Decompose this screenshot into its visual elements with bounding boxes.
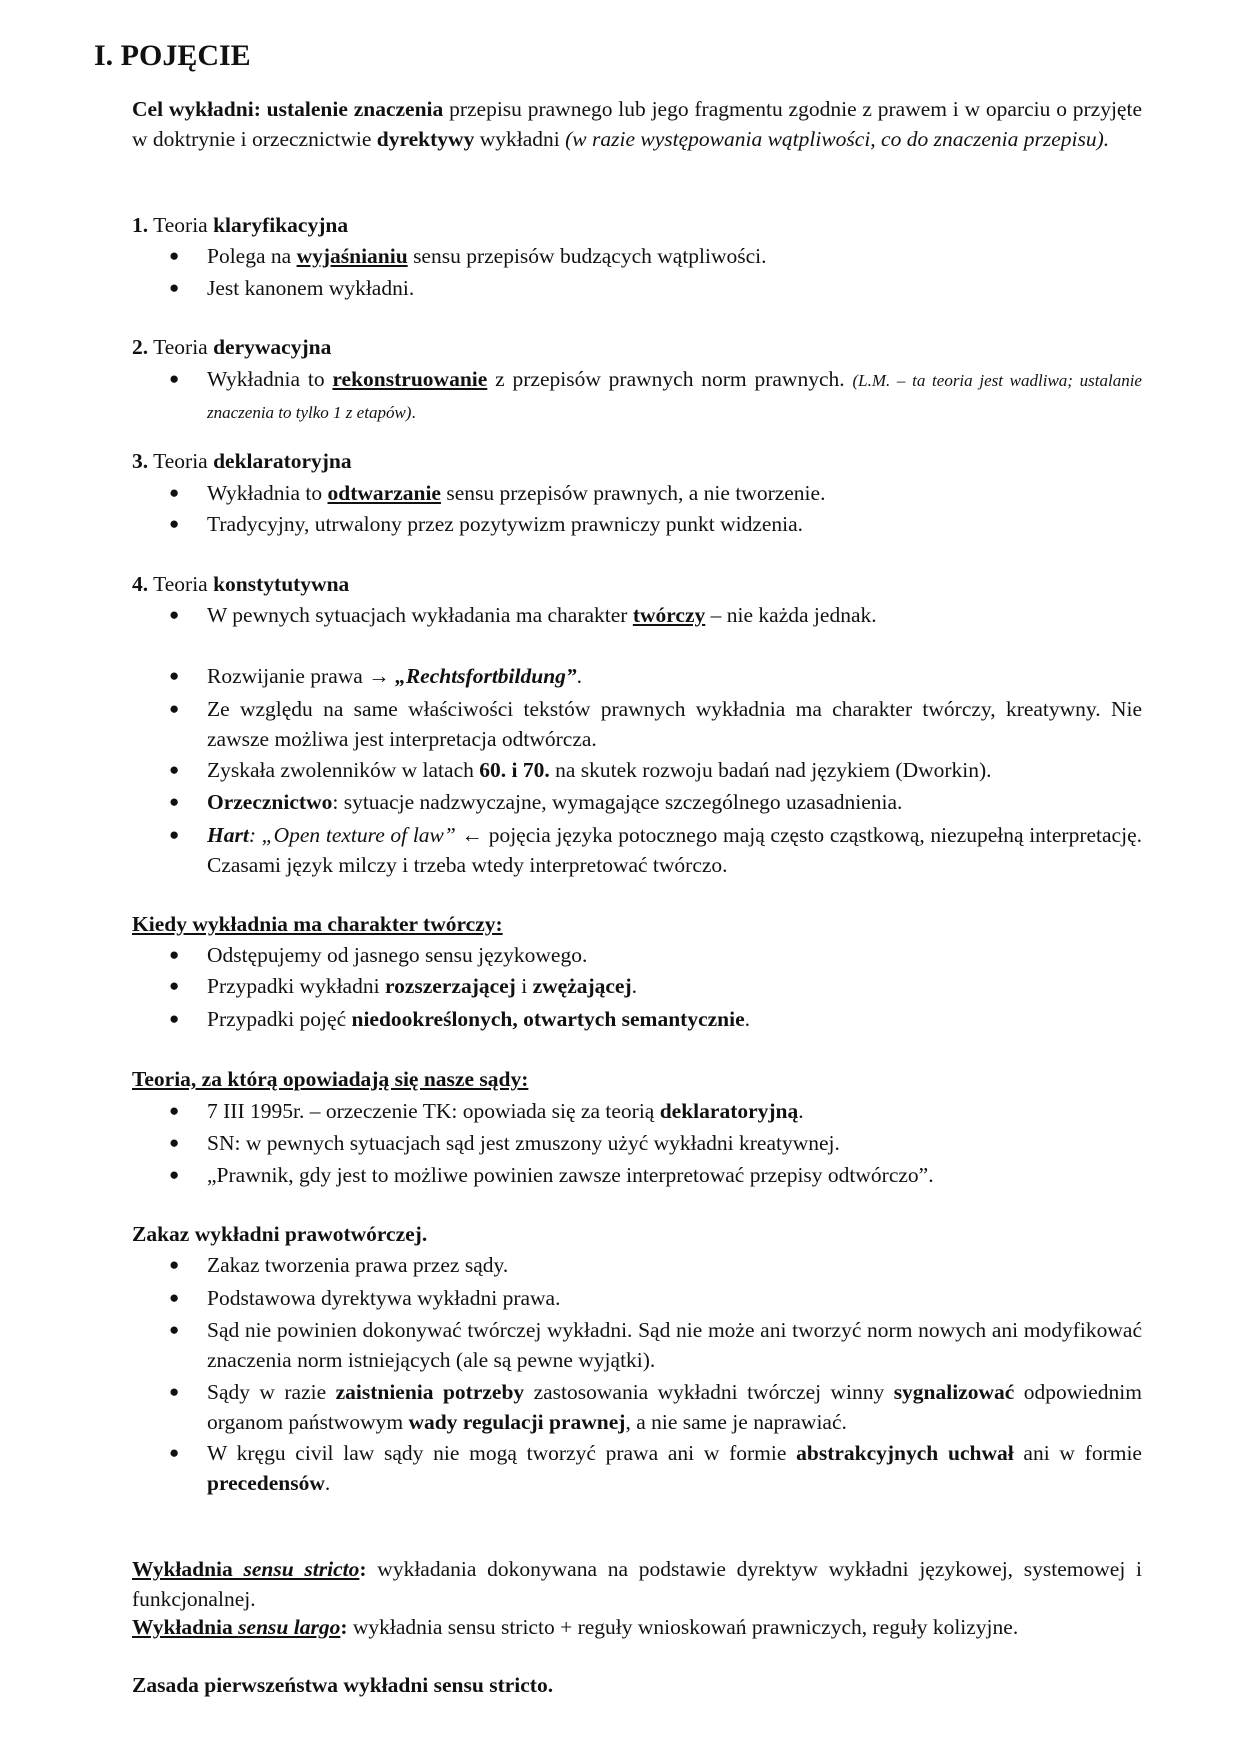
list-item [169,1438,1142,1498]
text-run: na skutek rozwoju badań nad językiem (Dworkin). [549,758,992,782]
text-run: SN: w pewnych sytuacjach sąd jest zmuszony użyć wykładni kreatywnej. [207,1131,840,1155]
page-title: I. POJĘCIE [94,39,251,72]
text-run: klaryfikacyjna [213,213,349,237]
text-run: Teoria [148,213,214,237]
text-run: : „Open texture of law” [248,823,456,847]
text-run: Teoria [148,335,214,359]
bullet-icon: ● [169,1443,180,1462]
list-item [169,820,1142,880]
text-run: sygnalizować [893,1380,1015,1404]
text-run: Rozwijanie prawa [207,664,369,688]
list-item [169,661,1142,691]
text-run: W pewnych sytuacjach wykładania ma charakter [207,603,633,627]
text-run: 4. [132,572,149,596]
text-run: 1. [132,213,149,237]
text-run: sensu przepisów budzących wątpliwości. [407,244,767,268]
text-run: Polega na [207,244,297,268]
text-run: Tradycyjny, utrwalony przez pozytywizm prawniczy punkt widzenia. [207,512,804,536]
text-run: odpowiednim organom państwowym [207,1380,1142,1434]
list-item [169,600,1142,630]
text-run: : [359,1557,367,1581]
paragraph [132,1554,1142,1614]
bullet-icon: ● [169,369,180,388]
text-run: wykładni [474,127,566,151]
list-item [169,241,1142,271]
list-item [169,478,1142,508]
list-item [169,1004,1142,1034]
list-item [169,787,1142,817]
paragraph [132,1670,1142,1700]
text-run: Podstawowa dyrektywa wykładni prawa. [207,1286,561,1310]
text-run: Teoria, za którą opowiadają się nasze sądy: [132,1067,529,1091]
bullet-icon: ● [169,1382,180,1401]
text-run: konstytutywna [213,572,350,596]
bullet-icon: ● [169,246,180,265]
text-run: pojęcia języka potocznego mają często cząstkową, niezupełną interpretację. Czasami język milczy i trzeba wtedy interpretować twórczo. [207,823,1142,877]
text-run: odtwarzanie [327,481,441,505]
text-run: Odstępujemy od jasnego sensu językowego. [207,943,588,967]
text-run: wykładnia sensu stricto + reguły wnioskowań prawniczych, reguły kolizyjne. [347,1615,1019,1639]
text-run: Zakaz wykładni prawotwórczej. [132,1222,428,1246]
paragraph [132,569,1142,599]
text-run: wady regulacji prawnej [408,1410,626,1434]
paragraph [132,94,1142,154]
text-run: – nie każda jednak. [705,603,877,627]
text-run: twórczy [632,603,706,627]
text-run: (w razie występowania wątpliwości, co do znaczenia przepisu). [565,127,1110,151]
list-item [169,971,1142,1001]
bullet-icon: ● [169,1009,180,1028]
text-run: Orzecznictwo [207,790,333,814]
paragraph [132,1064,1142,1094]
bullet-icon: ● [169,605,180,624]
text-run: Wykładnia to [207,481,328,505]
text-run: Sąd nie powinien dokonywać twórczej wykładni. Sąd nie może ani tworzyć norm nowych ani modyfikować znaczenia norm istniejących (ale są pewne wyjątki). [207,1318,1142,1372]
text-run: z przepisów prawnych norm prawnych. [487,367,853,391]
text-run: i [515,974,533,998]
text-run: Wykładnia to [207,367,333,391]
bullet-icon: ● [169,1165,180,1184]
text-run: Cel wykładni [132,97,254,121]
text-run: Zakaz tworzenia prawa przez sądy. [207,1253,509,1277]
text-run: zastosowania wykładni twórczej winny [524,1380,894,1404]
list-item [169,273,1142,303]
text-run: ← [455,823,489,847]
text-run: Jest kanonem wykładni. [207,276,415,300]
text-run: deklaratoryjna [213,449,352,473]
text-run: „Prawnik, gdy jest to możliwe powinien zawsze interpretować przepisy odtwórczo”. [207,1163,934,1187]
bullet-icon: ● [169,945,180,964]
bullet-icon: ● [169,1255,180,1274]
bullet-icon: ● [169,514,180,533]
text-run: Teoria [148,572,214,596]
text-run: rekonstruowanie [332,367,488,391]
text-run: ani w formie [1013,1441,1142,1465]
text-run: Ze względu na same właściwości tekstów prawnych wykładnia ma charakter twórczy, kreatywny. Nie zawsze możliwa jest interpretacja odtwórcza. [207,697,1142,751]
text-run: . [798,1099,804,1123]
text-run: Hart [207,823,249,847]
text-run: . [411,403,416,422]
paragraph [132,1612,1142,1642]
text-run: . [576,664,583,688]
list-item [169,509,1142,539]
text-run: 3. [132,449,149,473]
text-run: Zasada pierwszeństwa wykładni sensu stricto. [132,1673,554,1697]
text-run: : sytuacje nadzwyczajne, wymagające szczególnego uzasadnienia. [332,790,903,814]
bullet-icon: ● [169,1320,180,1339]
text-run: : [340,1615,348,1639]
list-item [169,940,1142,970]
text-run: niedookreślonych, otwartych semantycznie [351,1007,745,1031]
bullet-icon: ● [169,825,180,844]
list-item [169,755,1142,785]
text-run: sensu largo [238,1615,341,1639]
bullet-icon: ● [169,666,180,685]
text-run: derywacyjna [213,335,332,359]
bullet-icon: ● [169,1288,180,1307]
list-item [169,694,1142,754]
bullet-icon: ● [169,1133,180,1152]
text-run: 60. i 70. [479,758,550,782]
bullet-icon: ● [169,699,180,718]
text-run: . [631,974,638,998]
text-run: deklaratoryjną [659,1099,799,1123]
text-run: Zyskała zwolenników w latach [207,758,480,782]
paragraph [132,1219,1142,1249]
bullet-icon: ● [169,1101,180,1120]
paragraph [132,210,1142,240]
text-run: Kiedy wykładnia ma charakter twórczy: [132,912,503,936]
text-run: precedensów [207,1471,325,1495]
text-run: zwężającej [532,974,632,998]
paragraph [132,909,1142,939]
text-run: (L.M. – ta teoria jest wadliwa; ustalanie znaczenia to tylko 1 z etapów) [207,371,1142,422]
text-run: sensu stricto [243,1557,360,1581]
text-run: Sądy w razie [207,1380,336,1404]
text-run: Wykładnia [132,1557,244,1581]
bullet-icon: ● [169,483,180,502]
text-run: , a nie same je naprawiać. [625,1410,847,1434]
bullet-icon: ● [169,278,180,297]
text-run: rozszerzającej [384,974,516,998]
list-item [169,1315,1142,1375]
list-item [169,1128,1142,1158]
text-run: przepisu prawnego lub jego fragmentu zgodnie z prawem i w oparciu o przyjęte w doktrynie i orzecznictwie [132,97,1142,151]
list-item [169,1096,1142,1126]
text-run: sensu przepisów prawnych, a nie tworzenie. [440,481,826,505]
bullet-icon: ● [169,760,180,779]
bullet-icon: ● [169,792,180,811]
text-run: → [368,664,396,688]
list-item [169,364,1142,428]
text-run: 2. [132,335,149,359]
text-run: : [253,97,267,121]
bullet-icon: ● [169,976,180,995]
text-run: wyjaśnianiu [296,244,408,268]
list-item [169,1160,1142,1190]
list-item [169,1250,1142,1280]
text-run: wykładania dokonywana na podstawie dyrektyw wykładni językowej, systemowej i funkcjonalnej. [132,1557,1143,1611]
text-run: Przypadki wykładni [207,974,385,998]
paragraph [132,332,1142,362]
text-run: . [744,1007,751,1031]
list-item [169,1283,1142,1313]
paragraph [132,446,1142,476]
text-run: W kręgu civil law sądy nie mogą tworzyć prawa ani w formie [207,1441,797,1465]
text-run: Przypadki pojęć [207,1007,352,1031]
list-item [169,1377,1142,1437]
text-run: . [324,1471,331,1495]
text-run: Teoria [148,449,214,473]
text-run: abstrakcyjnych uchwał [796,1441,1014,1465]
text-run: ustalenie znaczenia [266,97,444,121]
text-run: dyrektywy [376,127,475,151]
text-run: „Rechtsfortbildung” [395,664,577,688]
text-run: 7 III 1995r. – orzeczenie TK: opowiada się za teorią [207,1099,660,1123]
text-run: zaistnienia potrzeby [335,1380,525,1404]
text-run: Wykładnia [132,1615,239,1639]
